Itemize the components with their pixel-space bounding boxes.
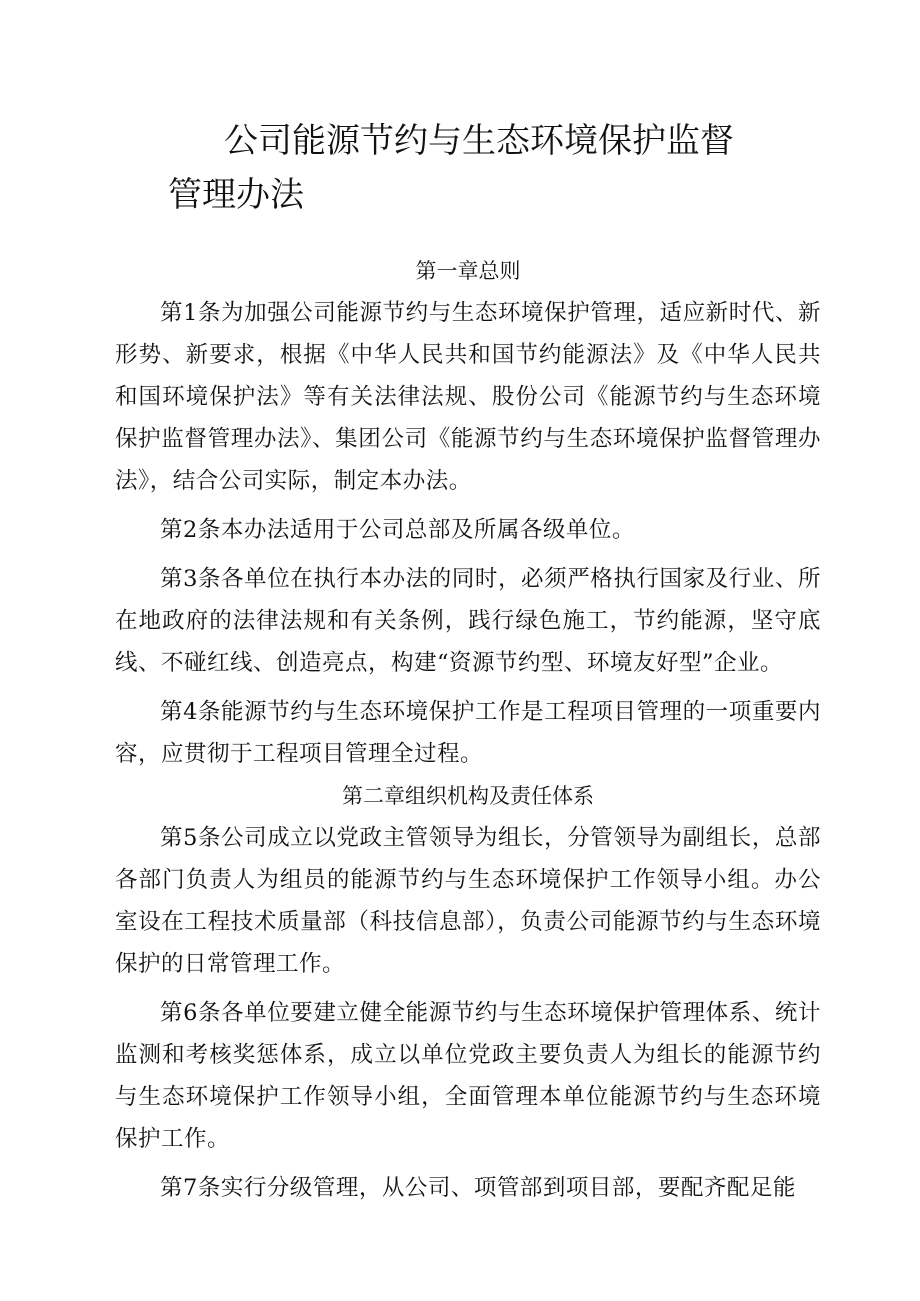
document-title-line-2: 管理办法 (168, 175, 304, 215)
chapter-heading-1: 第一章总则 (415, 259, 521, 283)
article-2: 第2条本办法适用于公司总部及所属各级单位。 (160, 517, 635, 543)
article-1: 第1条为加强公司能源节约与生态环境保护管理，适应新时代、新形势、新要求，根据《中华人民共和国节约能源法》及《中华人民共和国环境保护法》等有关法律法规、股份公司《能源节约与生态环境保护监督管理办法》、集团公司《能源节约与生态环境保护监督管理办法》，结合公司实际，制定本办法。 (115, 300, 821, 494)
article-5: 第5条公司成立以党政主管领导为组长，分管领导为副组长，总部各部门负责人为组员的能源节约与生态环境保护工作领导小组。办公室设在工程技术质量部（科技信息部），负责公司能源节约与生态环境保护的日常管理工作。 (115, 825, 821, 977)
article-7: 第7条实行分级管理，从公司、项管部到项目部，要配齐配足能 (160, 1175, 796, 1201)
chapter-heading-2: 第二章组织机构及责任体系 (342, 784, 594, 808)
document-body (115, 250, 821, 1209)
article-3: 第3条各单位在执行本办法的同时，必须严格执行国家及行业、所在地政府的法律法规和有关条例，践行绿色施工，节约能源，坚守底线、不碰红线、创造亮点，构建“资源节约型、环境友好型”企业。 (115, 566, 821, 676)
article-6: 第6条各单位要建立健全能源节约与生态环境保护管理体系、统计监测和考核奖惩体系，成立以单位党政主要负责人为组长的能源节约与生态环境保护工作领导小组，全面管理本单位能源节约与生态环境保护工作。 (115, 1000, 821, 1152)
article-4: 第4条能源节约与生态环境保护工作是工程项目管理的一项重要内容，应贯彻于工程项目管理全过程。 (115, 699, 821, 767)
document-title-line-1: 公司能源节约与生态环境保护监督 (224, 121, 734, 161)
